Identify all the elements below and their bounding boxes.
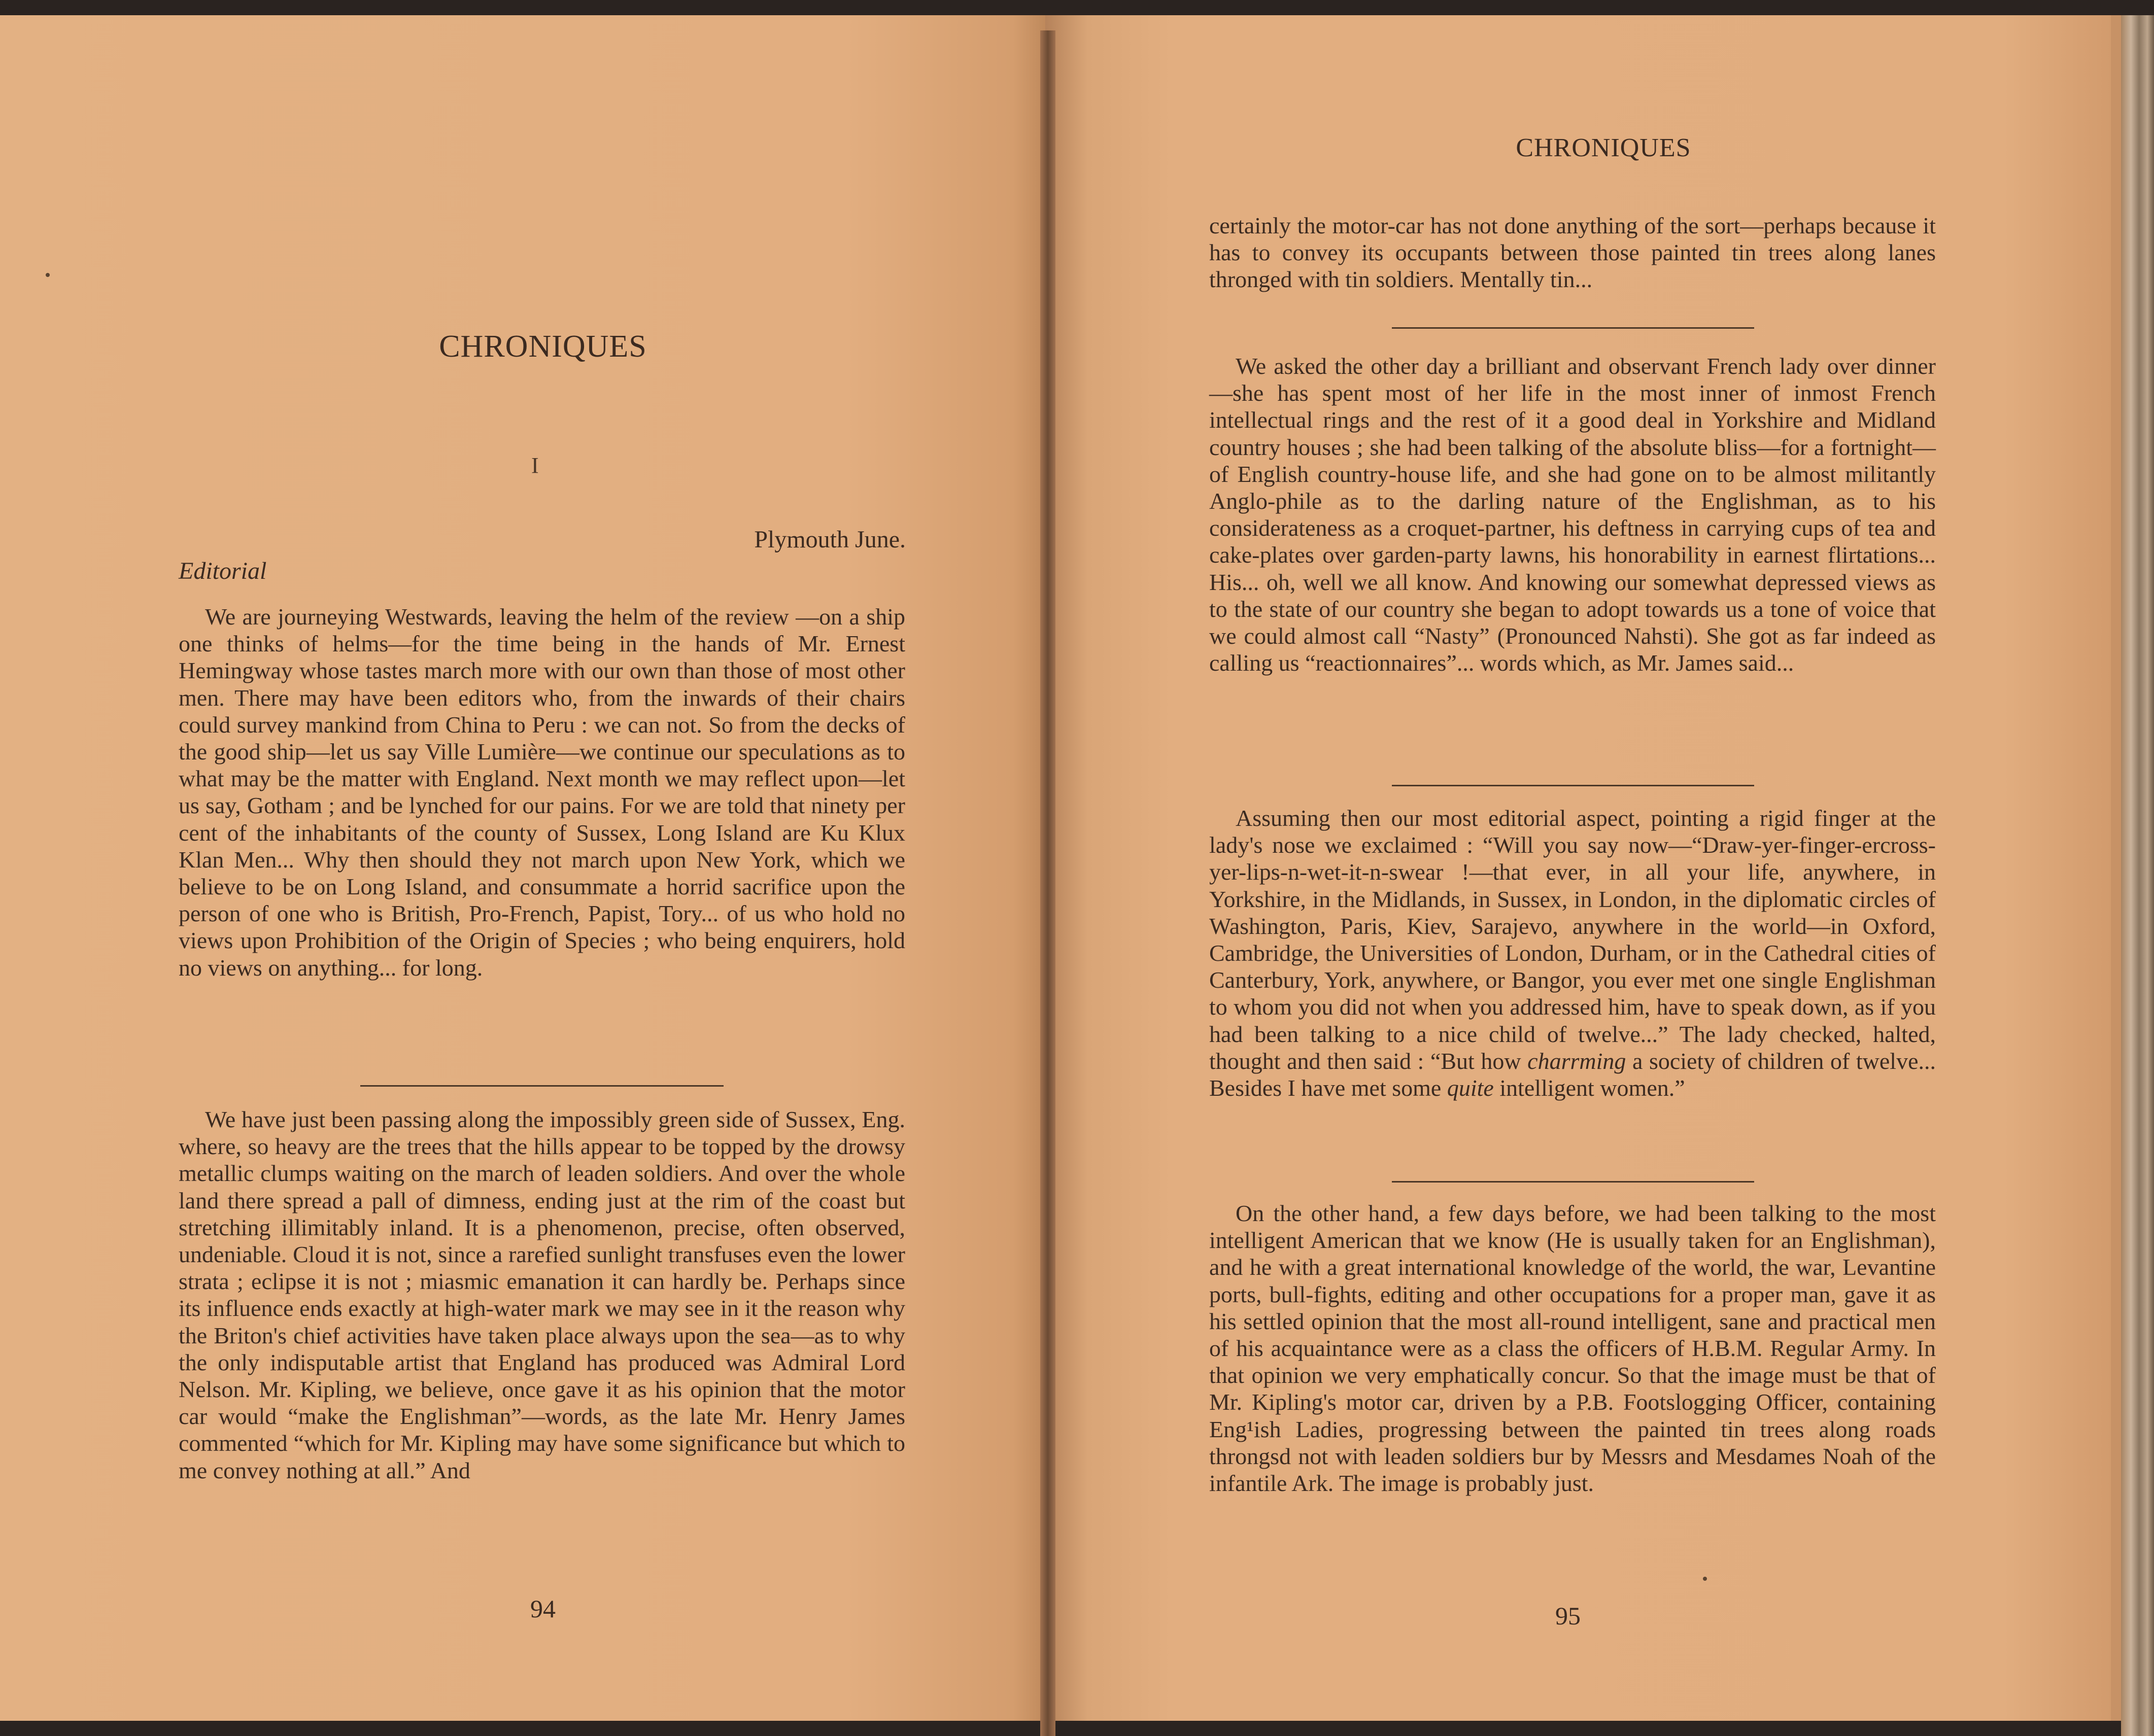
- paragraph-text: a society of children of twelve... Besides I have met some: [1209, 1048, 1936, 1101]
- section-title: CHRONIQUES: [439, 329, 647, 364]
- paragraph-text: Assuming then our most editorial aspect, pointing a rigid finger at the lady's nose we exclaimed : “Will you say now—“Draw-yer-finger-ercross-yer-lips-n-wet-it-n-swear !—that ever, in all your life, anywhere, in Yorkshire, in the Midlands, in Sussex, in London, in the diplomatic circles of Washington, Paris, Kiev, Sarajevo, anywhere in the world—in Oxford, Cambridge, the Universities of London, Durham, or in the Cathedral cities of Canterbury, York, anywhere, or Bangor, you ever met one single Englishman to whom you did not when you addressed him, have to speak down, as if you had been talking to a nice child of twelve...” The lady checked, halted, thought and then said : “But how: [1209, 805, 1936, 1074]
- ink-speck: [1703, 1577, 1707, 1581]
- divider-rule: [1392, 1181, 1754, 1183]
- divider-rule: [1392, 785, 1754, 786]
- right-body-3: [1209, 805, 1936, 1101]
- left-page: [0, 15, 1055, 1721]
- emphasis: charrming: [1527, 1048, 1626, 1074]
- running-head: CHRONIQUES: [1516, 133, 1691, 162]
- section-number: I: [531, 453, 539, 478]
- book-spread: [0, 15, 2154, 1721]
- left-body-2: [179, 1106, 905, 1484]
- paragraph: We are journeying Westwards, leaving the helm of the review —on a ship one thinks of helms—for the time being in the hands of Mr. Ernest Hemingway whose tastes march more with our own than those of most other men. There may have been editors who, from the inwards of their chairs could survey mankind from China to Peru : we can not. So from the decks of the good ship—let us say Ville Lumière—we continue our speculations as to what may be the matter with England. Next month we may reflect upon—let us say, Gotham ; and be lynched for our pains. For we are told that ninety per cent of the inhabitants of the county of Sussex, Long Island are Ku Klux Klan Men... Why then should they not march upon New York, which we believe to be on Long Island, and consummate a horrid sacrifice upon the person of one who is British, Pro-French, Papist, Tory... of us who hold no views upon Prohibition of the Origin of Species ; who being enquirers, hold no views on anything... for long.: [179, 604, 905, 981]
- divider-rule: [1392, 327, 1754, 329]
- ink-speck: [46, 273, 50, 277]
- emphasis: quite: [1447, 1075, 1494, 1101]
- paragraph-text: intelligent women.”: [1493, 1075, 1685, 1101]
- paragraph: We have just been passing along the impossibly green side of Sussex, Eng. where, so heavy are the trees that the hills appear to be topped by the drowsy metallic clumps waiting on the march of leaden soldiers. And over the whole land there spread a pall of dimness, ending just at the rim of the coast but stretching illimitably inland. It is a phenomenon, precise, often observed, undeniable. Cloud it is not, since a rarefied sunlight transfuses even the lower strata ; eclipse it is not ; miasmic emanation it can hardly be. Perhaps since its influence ends exactly at high-water mark we may see in it the reason why the Briton's chief activities have taken place always upon the sea—as to why the only indisputable artist that England has produced was Admiral Lord Nelson. Mr. Kipling, we believe, once gave it as his opinion that the motor car would “make the Englishman”—words, as the late Mr. Henry James commented “which for Mr. Kipling may have some significance but which to me convey nothing at all.” And: [179, 1106, 905, 1483]
- right-page: [1045, 15, 2121, 1721]
- paragraph: certainly the motor-car has not done anything of the sort—perhaps because it has to convey its occupants between those painted tin trees along lanes thronged with tin soldiers. Mentally tin...: [1209, 213, 1936, 293]
- right-body-2: [1209, 353, 1936, 676]
- editorial-label: Editorial: [179, 558, 267, 584]
- paragraph: On the other hand, a few days before, we had been talking to the most intelligent American that we know (He is usually taken for an Englishman), and he with a great international knowledge of the world, the war, Levantine ports, bull-fights, editing and other occupations for a proper man, gave it as his settled opinion that the most all-round intelligent, sane and practical men of his acquaintance were as a class the officers of H.B.M. Regular Army. In that opinion we very emphatically concur. So that the image must be that of Mr. Kipling's motor car, driven by a P.B. Footslogging Officer, containing Eng¹ish Ladies, progressing between the painted tin trees along roads throngsd not with leaden soldiers bur by Messrs and Mesdames Noah of the infantile Ark. The image is probably just.: [1209, 1200, 1936, 1497]
- right-body-4: [1209, 1200, 1936, 1497]
- book-gutter: [1040, 30, 1055, 1736]
- divider-rule: [360, 1085, 724, 1087]
- right-body-1: [1209, 212, 1936, 293]
- place-date: Plymouth June.: [754, 526, 906, 553]
- paragraph: We asked the other day a brilliant and observant French lady over dinner—she has spent most of her life in the most inner of inmost French intellectual rings and the rest of it a good deal in Yorkshire and Midland country houses ; she had been talking of the absolute bliss—for a fortnight—of English country-house life, and she had gone on to be almost militantly Anglo-phile as to the darling nature of the Englishman, as to his considerateness as a croquet-partner, his deftness in carrying cups of tea and cake-plates over garden-party lawns, his honorability in earnest flirtations... His... oh, well we all know. And knowing our somewhat depressed views as to the state of our country she began to adopt towards us a tone of voice that we could almost call “Nasty” (Pronounced Nahsti). She got as far indeed as calling us “reactionnaires”... words which, as Mr. James said...: [1209, 353, 1936, 676]
- left-body-1: [179, 603, 905, 981]
- page-block-edge: [2121, 15, 2154, 1736]
- page-number: 95: [1555, 1602, 1581, 1630]
- paragraph: [1209, 805, 1936, 1101]
- page-number: 94: [530, 1594, 556, 1623]
